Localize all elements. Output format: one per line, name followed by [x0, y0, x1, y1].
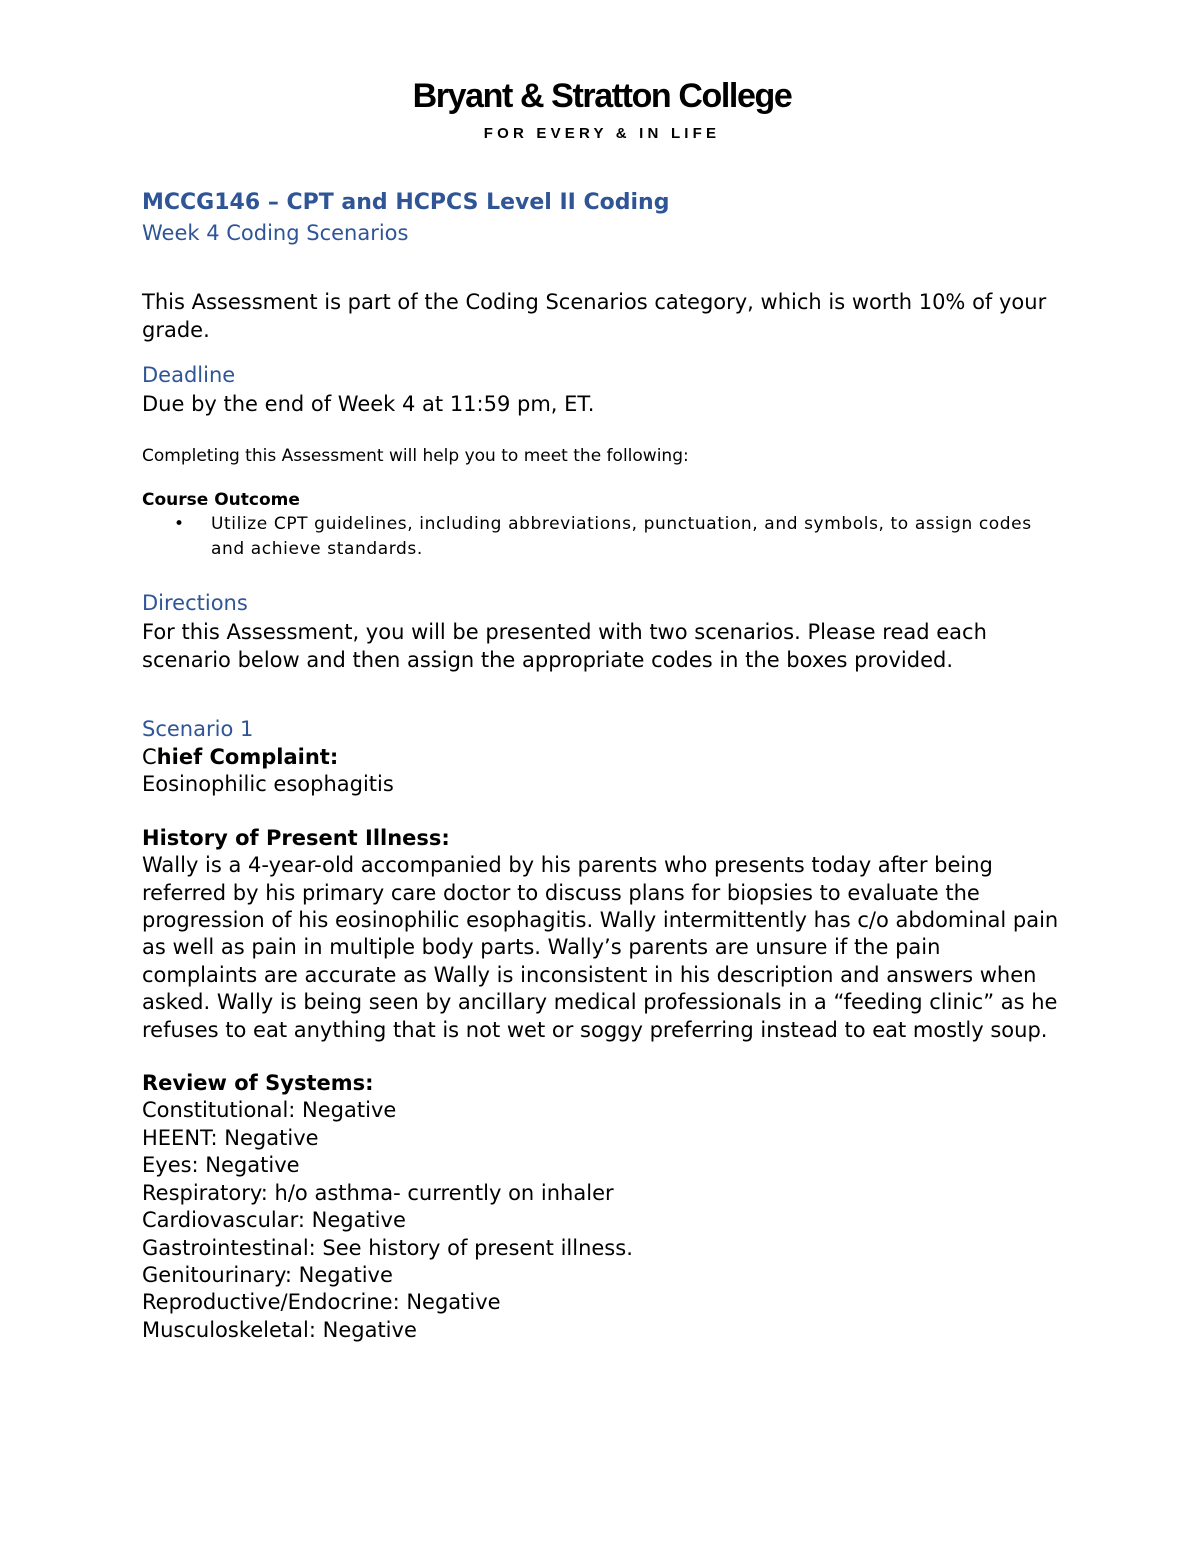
bullet-icon: • — [174, 514, 185, 534]
chief-complaint-initial: C — [142, 745, 157, 769]
document-body — [142, 188, 1062, 1344]
ros-item: Reproductive/Endocrine: Negative — [142, 1290, 501, 1315]
course-outcome-item — [142, 512, 1062, 562]
ros-item: Gastrointestinal: See history of present illness. — [142, 1235, 633, 1260]
course-outcome-heading: Course Outcome — [142, 490, 300, 510]
ros-item: HEENT: Negative — [142, 1125, 319, 1150]
hpi-heading: History of Present Illness: — [142, 825, 450, 850]
course-outcome-text: Utilize CPT guidelines, including abbreviations, punctuation, and symbols, to assign codes and achieve standards. — [211, 514, 1032, 559]
directions-text: For this Assessment, you will be presented with two scenarios. Please read each scenario below and then assign the appropriate codes in the boxes provided. — [142, 620, 987, 672]
deadline-heading: Deadline — [142, 363, 236, 387]
completing-text: Completing this Assessment will help you to meet the following: — [142, 446, 689, 466]
directions-heading: Directions — [142, 591, 248, 615]
ros-item: Cardiovascular: Negative — [142, 1208, 406, 1233]
chief-complaint-text: Eosinophilic esophagitis — [142, 772, 394, 797]
ros-item: Eyes: Negative — [142, 1153, 300, 1178]
intro-paragraph: This Assessment is part of the Coding Scenarios category, which is worth 10% of your grade. — [142, 290, 1047, 342]
ros-heading: Review of Systems: — [142, 1071, 374, 1096]
ros-item: Musculoskeletal: Negative — [142, 1317, 417, 1342]
scenario-1 — [142, 714, 1062, 1344]
course-subtitle: Week 4 Coding Scenarios — [142, 221, 409, 245]
chief-complaint-heading — [142, 744, 1062, 771]
college-logo — [392, 76, 812, 143]
college-tagline: FOR EVERY & IN LIFE — [483, 125, 721, 142]
chief-complaint-label: hief Complaint: — [156, 745, 339, 769]
deadline-text: Due by the end of Week 4 at 11:59 pm, ET. — [142, 392, 595, 416]
course-outcome-list — [142, 512, 1062, 562]
scenario-1-heading: Scenario 1 — [142, 717, 254, 741]
ros-item: Respiratory: h/o asthma- currently on inhaler — [142, 1180, 614, 1205]
ros-item: Constitutional: Negative — [142, 1098, 397, 1123]
ros-item: Genitourinary: Negative — [142, 1262, 393, 1287]
course-title: MCCG146 – CPT and HCPCS Level II Coding — [142, 190, 670, 215]
college-name: Bryant & Stratton College — [412, 77, 792, 115]
hpi-text: Wally is a 4-year-old accompanied by his parents who presents today after being referred by his primary care doctor to discuss plans for biopsies to evaluate the progression of his eosinophilic esophagitis. Wally intermittently has c/o abdominal pain as well as pain in multiple body parts. Wally’s parents are unsure if the pain complaints are accurate as Wally is inconsistent in his description and answers when asked. Wally is being seen by ancillary medical professionals in a “feeding clinic” as he refuses to eat anything that is not wet or soggy preferring instead to eat mostly soup. — [142, 853, 1059, 1042]
